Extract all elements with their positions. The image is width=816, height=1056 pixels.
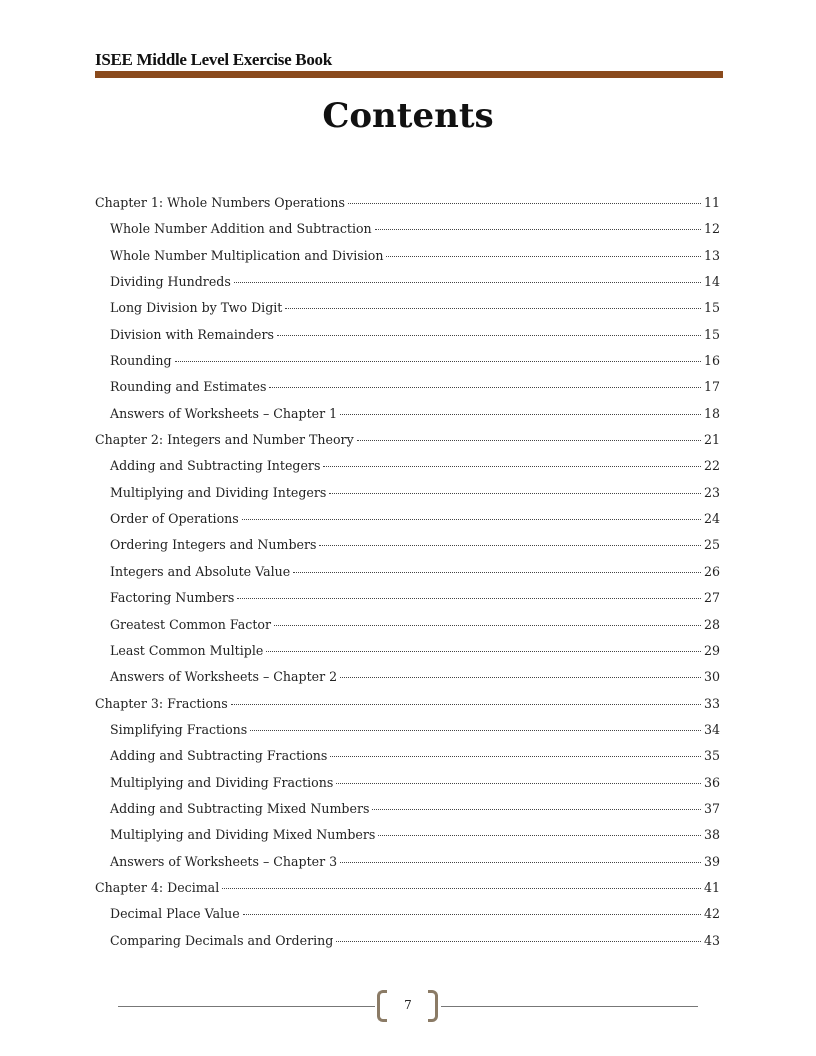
toc-entry-page-number: 18: [703, 405, 720, 421]
toc-entry-title: Multiplying and Dividing Mixed Numbers: [110, 827, 376, 843]
toc-chapter-entry[interactable]: [95, 432, 720, 458]
toc-entry-title: Answers of Worksheets – Chapter 2: [110, 669, 338, 685]
toc-entry-page-number: 25: [703, 537, 720, 553]
toc-entry-page-number: 17: [703, 379, 720, 395]
table-of-contents: [95, 195, 720, 959]
toc-entry-page-number: 26: [703, 563, 720, 579]
toc-section-entry[interactable]: [95, 221, 720, 247]
toc-section-entry[interactable]: [95, 643, 720, 669]
toc-section-entry[interactable]: [95, 327, 720, 353]
header-rule: [95, 71, 723, 78]
toc-entry-title: Simplifying Fractions: [110, 721, 248, 737]
toc-entry-title: Adding and Subtracting Mixed Numbers: [110, 800, 370, 816]
toc-section-entry[interactable]: [95, 617, 720, 643]
toc-entry-page-number: 36: [703, 774, 720, 790]
toc-section-entry[interactable]: [95, 353, 720, 379]
toc-section-entry[interactable]: [95, 379, 720, 405]
toc-entry-page-number: 33: [703, 695, 720, 711]
toc-section-entry[interactable]: [95, 775, 720, 801]
toc-entry-title: Dividing Hundreds: [110, 274, 231, 290]
toc-entry-page-number: 28: [703, 616, 720, 632]
page-number: 7: [404, 998, 412, 1012]
toc-entry-title: Integers and Absolute Value: [110, 563, 291, 579]
page-title: Contents: [322, 96, 494, 136]
toc-section-entry[interactable]: [95, 669, 720, 695]
toc-dot-leader: [269, 387, 701, 388]
toc-entry-title: Whole Number Addition and Subtraction: [110, 221, 372, 237]
toc-section-entry[interactable]: [95, 722, 720, 748]
toc-dot-leader: [250, 730, 701, 731]
toc-dot-leader: [336, 941, 701, 942]
toc-entry-page-number: 21: [703, 432, 720, 448]
toc-dot-leader: [266, 651, 701, 652]
toc-entry-page-number: 22: [703, 458, 720, 474]
toc-entry-title: Chapter 3: Fractions: [95, 695, 228, 711]
toc-entry-title: Long Division by Two Digit: [110, 300, 283, 316]
toc-dot-leader: [293, 572, 701, 573]
toc-dot-leader: [175, 361, 701, 362]
toc-dot-leader: [340, 677, 701, 678]
toc-entry-page-number: 30: [703, 669, 720, 685]
toc-entry-page-number: 23: [703, 484, 720, 500]
toc-entry-page-number: 16: [703, 353, 720, 369]
page-number-right-brace: [428, 990, 438, 1022]
toc-entry-page-number: 14: [703, 274, 720, 290]
toc-dot-leader: [323, 466, 701, 467]
toc-entry-title: Answers of Worksheets – Chapter 3: [110, 853, 338, 869]
toc-section-entry[interactable]: [95, 906, 720, 932]
footer-rule-right: [441, 1006, 698, 1007]
toc-section-entry[interactable]: [95, 406, 720, 432]
toc-dot-leader: [277, 335, 701, 336]
toc-entry-page-number: 15: [703, 326, 720, 342]
toc-dot-leader: [340, 862, 701, 863]
toc-entry-page-number: 29: [703, 642, 720, 658]
toc-entry-title: Least Common Multiple: [110, 642, 264, 658]
toc-entry-page-number: 43: [703, 932, 720, 948]
toc-entry-page-number: 37: [703, 800, 720, 816]
toc-entry-page-number: 15: [703, 300, 720, 316]
toc-entry-page-number: 41: [703, 879, 720, 895]
toc-entry-page-number: 11: [703, 195, 720, 210]
toc-section-entry[interactable]: [95, 248, 720, 274]
toc-entry-page-number: 24: [703, 511, 720, 527]
toc-entry-page-number: 34: [703, 721, 720, 737]
toc-section-entry[interactable]: [95, 537, 720, 563]
toc-section-entry[interactable]: [95, 564, 720, 590]
toc-dot-leader: [348, 203, 701, 204]
toc-entry-title: Whole Number Multiplication and Division: [110, 247, 384, 263]
toc-dot-leader: [375, 229, 701, 230]
toc-chapter-entry[interactable]: [95, 696, 720, 722]
toc-dot-leader: [336, 783, 701, 784]
toc-section-entry[interactable]: [95, 300, 720, 326]
toc-entry-title: Ordering Integers and Numbers: [110, 537, 317, 553]
toc-entry-title: Decimal Place Value: [110, 906, 240, 922]
toc-dot-leader: [242, 519, 701, 520]
toc-dot-leader: [243, 914, 701, 915]
toc-chapter-entry[interactable]: [95, 880, 720, 906]
footer-rule-left: [118, 1006, 375, 1007]
toc-entry-page-number: 13: [703, 247, 720, 263]
toc-entry-title: Chapter 1: Whole Numbers Operations: [95, 195, 345, 210]
toc-entry-page-number: 35: [703, 748, 720, 764]
toc-entry-title: Division with Remainders: [110, 326, 274, 342]
toc-dot-leader: [372, 809, 701, 810]
toc-entry-title: Adding and Subtracting Fractions: [110, 748, 328, 764]
toc-entry-page-number: 42: [703, 906, 720, 922]
toc-entry-title: Greatest Common Factor: [110, 616, 271, 632]
toc-dot-leader: [274, 625, 701, 626]
toc-entry-title: Answers of Worksheets – Chapter 1: [110, 405, 338, 421]
toc-dot-leader: [285, 308, 701, 309]
toc-entry-title: Chapter 4: Decimal: [95, 879, 220, 895]
page-number-left-brace: [377, 990, 387, 1022]
toc-entry-page-number: 27: [703, 590, 720, 606]
toc-entry-title: Factoring Numbers: [110, 590, 235, 606]
toc-entry-title: Rounding: [110, 353, 172, 369]
toc-section-entry[interactable]: [95, 827, 720, 853]
toc-section-entry[interactable]: [95, 854, 720, 880]
toc-entry-title: Comparing Decimals and Ordering: [110, 932, 334, 948]
toc-entry-page-number: 38: [703, 827, 720, 843]
toc-section-entry[interactable]: [95, 801, 720, 827]
toc-dot-leader: [386, 256, 701, 257]
toc-section-entry[interactable]: [95, 748, 720, 774]
toc-section-entry[interactable]: [95, 485, 720, 511]
toc-dot-leader: [237, 598, 701, 599]
toc-entry-page-number: 12: [703, 221, 720, 237]
toc-section-entry[interactable]: [95, 590, 720, 616]
toc-entry-title: Rounding and Estimates: [110, 379, 267, 395]
toc-entry-title: Order of Operations: [110, 511, 239, 527]
toc-chapter-entry[interactable]: [95, 195, 720, 221]
toc-dot-leader: [222, 888, 701, 889]
toc-dot-leader: [378, 835, 701, 836]
toc-dot-leader: [340, 414, 701, 415]
toc-section-entry[interactable]: [95, 458, 720, 484]
toc-section-entry[interactable]: [95, 511, 720, 537]
toc-entry-page-number: 39: [703, 853, 720, 869]
toc-entry-title: Multiplying and Dividing Fractions: [110, 774, 334, 790]
toc-dot-leader: [234, 282, 701, 283]
toc-entry-title: Chapter 2: Integers and Number Theory: [95, 432, 354, 448]
toc-dot-leader: [357, 440, 701, 441]
toc-section-entry[interactable]: [95, 933, 720, 959]
toc-dot-leader: [319, 545, 701, 546]
toc-entry-title: Multiplying and Dividing Integers: [110, 484, 327, 500]
toc-dot-leader: [231, 704, 701, 705]
toc-section-entry[interactable]: [95, 274, 720, 300]
toc-dot-leader: [329, 493, 701, 494]
book-title: ISEE Middle Level Exercise Book: [95, 50, 332, 69]
toc-entry-title: Adding and Subtracting Integers: [110, 458, 321, 474]
toc-dot-leader: [330, 756, 701, 757]
